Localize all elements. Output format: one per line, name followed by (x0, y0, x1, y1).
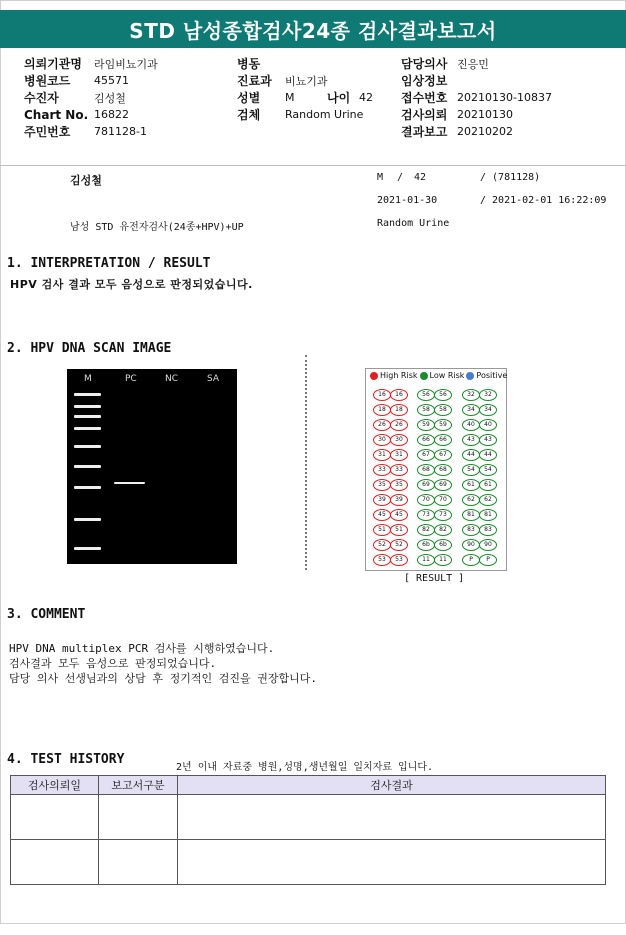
summary-name: 김성철 (70, 174, 102, 187)
hpv-type-cell: P (479, 554, 497, 566)
label-hospital-code: 병원코드 (24, 74, 71, 88)
hpv-type-cell: 30 (373, 434, 391, 446)
marker-band (74, 486, 101, 489)
marker-band (74, 547, 101, 550)
hpv-type-cell: 61 (479, 479, 497, 491)
label-patient: 수진자 (24, 91, 59, 105)
hpv-type-cell: 52 (390, 539, 408, 551)
hpv-type-cell: 18 (373, 404, 391, 416)
hpv-type-cell: 82 (434, 524, 452, 536)
hpv-type-cell: 35 (373, 479, 391, 491)
table-row (11, 840, 606, 885)
hpv-type-cell: 58 (434, 404, 452, 416)
result-grid-panel (365, 368, 507, 571)
hpv-type-cell: 81 (462, 509, 480, 521)
table-cell (11, 840, 99, 885)
comment-text (9, 641, 317, 686)
marker-band (74, 427, 101, 430)
label-request-date: 검사의뢰 (401, 108, 448, 122)
summary-date1: 2021-01-30 (377, 195, 438, 206)
value-institution: 라임비뇨기과 (94, 57, 158, 71)
gel-label-pc: PC (125, 374, 137, 384)
hpv-type-cell: 11 (417, 554, 435, 566)
hpv-type-cell: 43 (462, 434, 480, 446)
hpv-type-cell: 45 (373, 509, 391, 521)
value-receipt-no: 20210130-10837 (457, 91, 552, 104)
hpv-type-cell: 11 (434, 554, 452, 566)
table-cell (178, 795, 606, 840)
hpv-type-cell: 51 (390, 524, 408, 536)
hpv-type-cell: 35 (390, 479, 408, 491)
table-cell (99, 795, 178, 840)
hpv-type-cell: 56 (417, 389, 435, 401)
result-legend (370, 371, 507, 380)
hpv-type-cell: 26 (390, 419, 408, 431)
col-request-date: 검사의뢰일 (11, 776, 99, 795)
low-risk-dot-icon (420, 372, 428, 380)
hpv-type-cell: 34 (462, 404, 480, 416)
label-resident-no: 주민번호 (24, 125, 71, 139)
gel-label-m: M (84, 374, 92, 384)
value-patient: 김성철 (94, 91, 126, 105)
section-divider (305, 355, 307, 570)
info-right (401, 55, 552, 140)
value-doctor: 진응민 (457, 57, 489, 71)
hpv-type-cell: 45 (390, 509, 408, 521)
value-request-date: 20210130 (457, 108, 513, 121)
label-sex: 성별 (237, 91, 261, 105)
hpv-type-cell: 67 (434, 449, 452, 461)
summary-sep: / (397, 172, 404, 183)
section-scan-heading: 2. HPV DNA SCAN IMAGE (7, 341, 172, 356)
hpv-type-cell: 58 (417, 404, 435, 416)
report-title: STD 남성종합검사24종 검사결과보고서 (0, 10, 626, 48)
label-department: 진료과 (237, 74, 272, 88)
gel-label-nc: NC (165, 374, 179, 384)
hpv-type-cell: 90 (462, 539, 480, 551)
value-department: 비뇨기과 (285, 74, 328, 88)
marker-band (74, 405, 101, 408)
comment-line: 담당 의사 선생님과의 상담 후 정기적인 검진을 권장합니다. (9, 672, 318, 685)
gel-electrophoresis-image (67, 369, 237, 564)
summary-age: 42 (414, 172, 427, 183)
label-report-date: 결과보고 (401, 125, 448, 139)
label-clinical-info: 임상정보 (401, 74, 448, 88)
hpv-type-cell: 33 (390, 464, 408, 476)
section-interpretation-heading: 1. INTERPRETATION / RESULT (7, 256, 211, 271)
hpv-type-cell: 31 (373, 449, 391, 461)
hpv-type-cell: 66 (417, 434, 435, 446)
hpv-type-cell: 61 (462, 479, 480, 491)
value-sex: M (285, 91, 295, 104)
hpv-type-cell: 31 (390, 449, 408, 461)
value-resident-no: 781128-1 (94, 125, 147, 138)
label-ward: 병동 (237, 57, 261, 71)
comment-line: HPV DNA multiplex PCR 검사를 시행하였습니다. (9, 642, 275, 655)
legend-positive: Positive (476, 371, 508, 380)
summary-test-name: 남성 STD 유전자검사(24종+HPV)+UP (70, 222, 244, 233)
label-specimen: 검체 (237, 108, 261, 122)
table-cell (11, 795, 99, 840)
hpv-type-cell: 6b (434, 539, 452, 551)
hpv-type-cell: 34 (479, 404, 497, 416)
section-comment-heading: 3. COMMENT (7, 607, 86, 622)
hpv-type-cell: 73 (417, 509, 435, 521)
pc-band (114, 482, 145, 484)
hpv-type-cell: 16 (373, 389, 391, 401)
hpv-type-cell: 39 (390, 494, 408, 506)
value-chart-no: 16822 (94, 108, 129, 121)
hpv-type-cell: 59 (434, 419, 452, 431)
marker-band (74, 518, 101, 521)
hpv-type-cell: 59 (417, 419, 435, 431)
hpv-type-cell: 40 (462, 419, 480, 431)
label-doctor: 담당의사 (401, 57, 448, 71)
hpv-type-cell: 52 (373, 539, 391, 551)
hpv-type-cell: 82 (417, 524, 435, 536)
header-divider (0, 165, 626, 166)
label-age: 나이 (327, 91, 351, 105)
value-hospital-code: 45571 (94, 74, 129, 87)
interpretation-text: HPV 검사 결과 모두 음성으로 판정되었습니다. (10, 278, 253, 291)
summary-id: / (781128) (480, 172, 541, 183)
info-mid (237, 55, 373, 123)
table-row (11, 795, 606, 840)
hpv-type-cell: 40 (479, 419, 497, 431)
hpv-type-cell: 83 (479, 524, 497, 536)
history-header-row (11, 776, 606, 795)
hpv-type-cell: P (462, 554, 480, 566)
hpv-type-cell: 54 (462, 464, 480, 476)
table-cell (99, 840, 178, 885)
summary-date2: / 2021-02-01 16:22:09 (480, 195, 607, 206)
hpv-type-cell: 90 (479, 539, 497, 551)
hpv-type-cell: 68 (434, 464, 452, 476)
marker-band (74, 445, 101, 448)
hpv-type-cell: 16 (390, 389, 408, 401)
comment-line: 검사결과 모두 음성으로 판정되었습니다. (9, 657, 217, 670)
hpv-type-cell: 66 (434, 434, 452, 446)
result-caption: [ RESULT ] (404, 573, 465, 584)
hpv-type-cell: 68 (417, 464, 435, 476)
hpv-type-cell: 53 (373, 554, 391, 566)
hpv-type-cell: 51 (373, 524, 391, 536)
section-history-heading: 4. TEST HISTORY (7, 752, 125, 767)
marker-band (74, 393, 101, 396)
hpv-type-cell: 26 (373, 419, 391, 431)
hpv-type-cell: 32 (479, 389, 497, 401)
hpv-type-cell: 69 (434, 479, 452, 491)
summary-specimen: Random Urine (377, 218, 450, 229)
hpv-type-cell: 83 (462, 524, 480, 536)
hpv-type-cell: 39 (373, 494, 391, 506)
hpv-type-cell: 67 (417, 449, 435, 461)
high-risk-dot-icon (370, 372, 378, 380)
hpv-type-cell: 44 (479, 449, 497, 461)
hpv-type-cell: 62 (462, 494, 480, 506)
hpv-type-cell: 70 (434, 494, 452, 506)
summary-sex: M (377, 172, 384, 183)
label-receipt-no: 접수번호 (401, 91, 448, 105)
gel-label-sa: SA (207, 374, 220, 384)
hpv-type-cell: 43 (479, 434, 497, 446)
hpv-type-cell: 56 (434, 389, 452, 401)
hpv-type-cell: 30 (390, 434, 408, 446)
col-result: 검사결과 (178, 776, 606, 795)
label-chart-no: Chart No. (24, 107, 89, 122)
hpv-type-cell: 62 (479, 494, 497, 506)
table-cell (178, 840, 606, 885)
hpv-type-cell: 54 (479, 464, 497, 476)
hpv-type-cell: 33 (373, 464, 391, 476)
value-report-date: 20210202 (457, 125, 513, 138)
hpv-type-cell: 73 (434, 509, 452, 521)
hpv-type-cell: 53 (390, 554, 408, 566)
hpv-type-cell: 6b (417, 539, 435, 551)
label-institution: 의뢰기관명 (24, 57, 82, 71)
history-table (10, 775, 606, 885)
hpv-type-cell: 81 (479, 509, 497, 521)
value-age: 42 (359, 91, 373, 104)
positive-dot-icon (466, 372, 474, 380)
legend-low-risk: Low Risk (429, 371, 465, 380)
marker-band (74, 415, 101, 418)
hpv-type-cell: 32 (462, 389, 480, 401)
info-left (24, 55, 158, 140)
col-report-type: 보고서구분 (99, 776, 178, 795)
hpv-type-cell: 44 (462, 449, 480, 461)
history-note: 2년 이내 자료중 병원,성명,생년월일 일치자료 입니다. (176, 762, 434, 773)
hpv-type-cell: 18 (390, 404, 408, 416)
marker-band (74, 465, 101, 468)
legend-high-risk: High Risk (380, 371, 418, 380)
hpv-type-cell: 69 (417, 479, 435, 491)
value-specimen: Random Urine (285, 108, 364, 121)
hpv-type-cell: 70 (417, 494, 435, 506)
